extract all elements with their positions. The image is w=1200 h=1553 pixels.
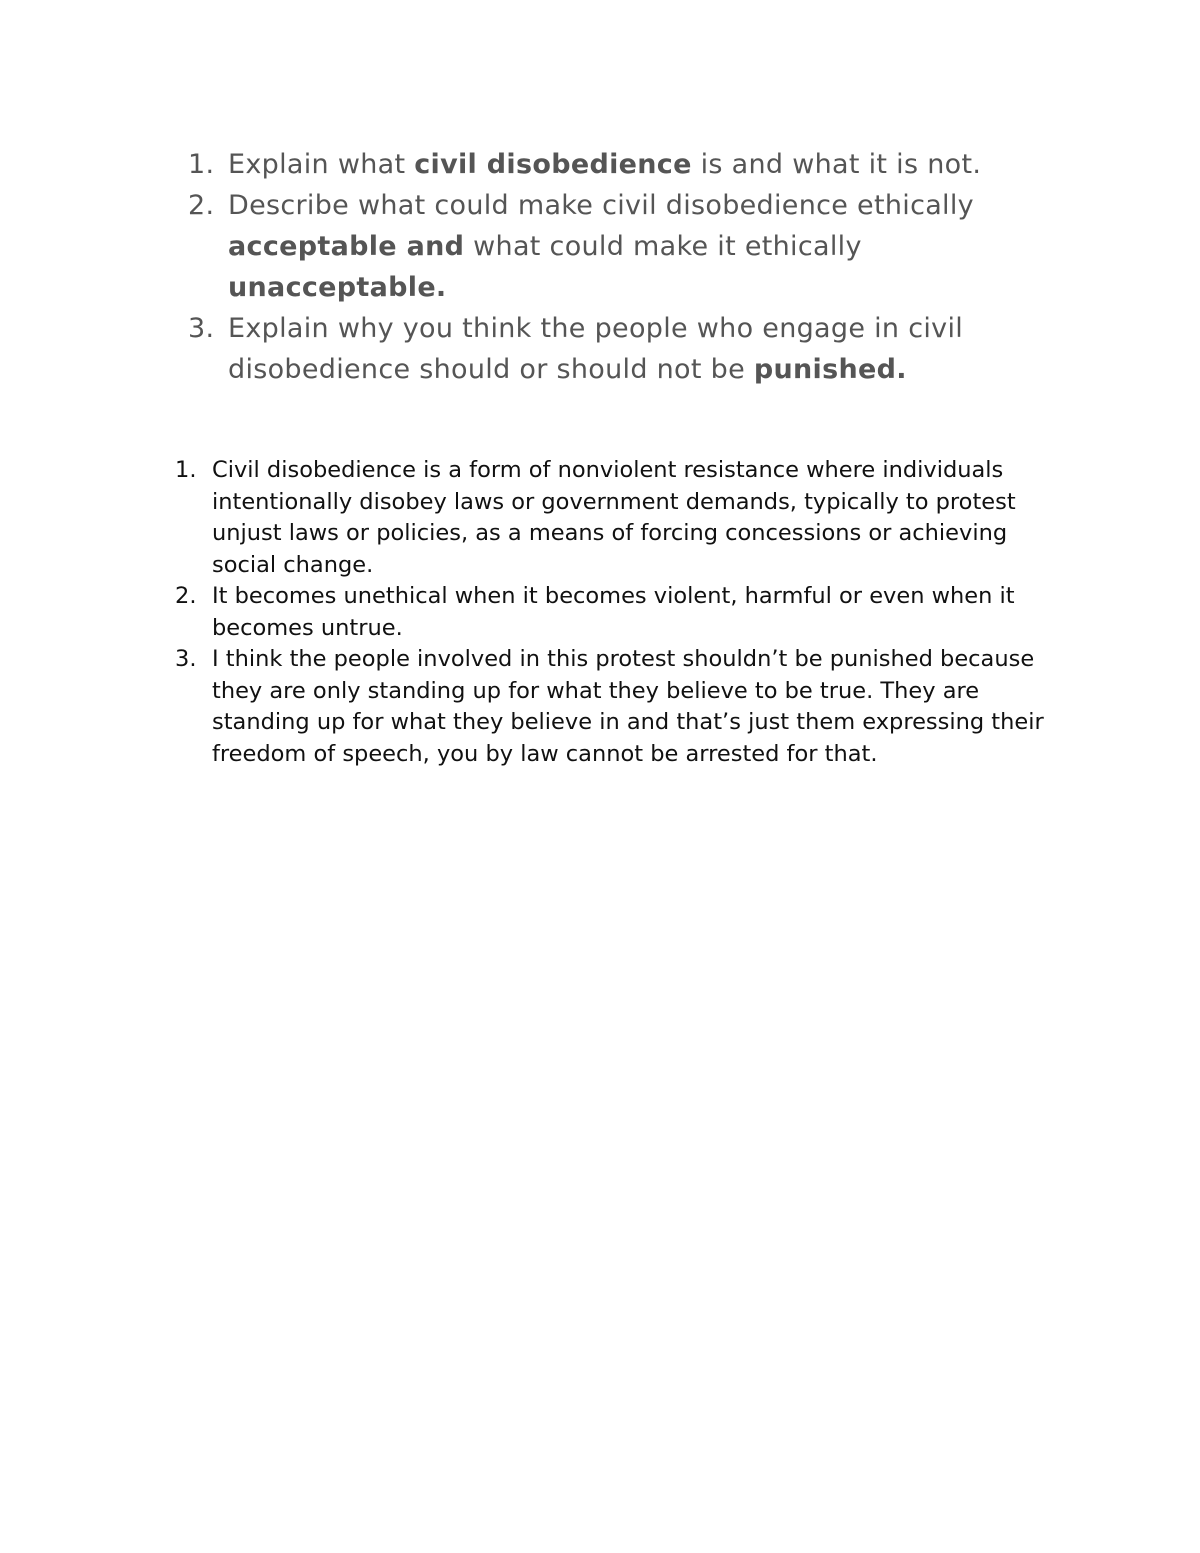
question-number: 3. [188,313,215,344]
answer-item [175,455,1065,581]
answer-list [175,455,1065,770]
question-number: 1. [188,149,215,180]
answer-text: Civil disobedience is a form of nonviolent resistance where individuals intentionally disobey laws or government demands, typically to protest unjust laws or policies, as a means of forcing concessions or achieving social change. [212,457,1016,578]
answer-number: 2. [175,583,197,609]
question-text: what could make it ethically [464,231,862,262]
question-text: Explain why you think the people who engage in civil disobedience should or should not be [228,313,964,385]
question-text: is and what it is not. [691,149,982,180]
question-item [188,308,1048,390]
question-bold-text: unacceptable. [228,272,447,303]
answer-item [175,644,1065,770]
question-text: Describe what could make civil disobedience ethically [228,190,974,221]
question-list [188,144,1048,390]
answer-text: It becomes unethical when it becomes violent, harmful or even when it becomes untrue. [212,583,1015,641]
question-bold-text: civil disobedience [414,149,692,180]
question-item [188,144,1048,185]
question-text: Explain what [228,149,415,180]
question-item [188,185,1048,308]
question-number: 2. [188,190,215,221]
answer-text: I think the people involved in this protest shouldn’t be punished because they are only standing up for what they believe to be true. They are standing up for what they believe in and that’s just them expressing their freedom of speech, you by law cannot be arrested for that. [212,646,1044,767]
question-bold-text: acceptable and [228,231,465,262]
answer-number: 3. [175,646,197,672]
question-bold-text: punished. [753,354,907,385]
answer-item [175,581,1065,644]
answer-number: 1. [175,457,197,483]
